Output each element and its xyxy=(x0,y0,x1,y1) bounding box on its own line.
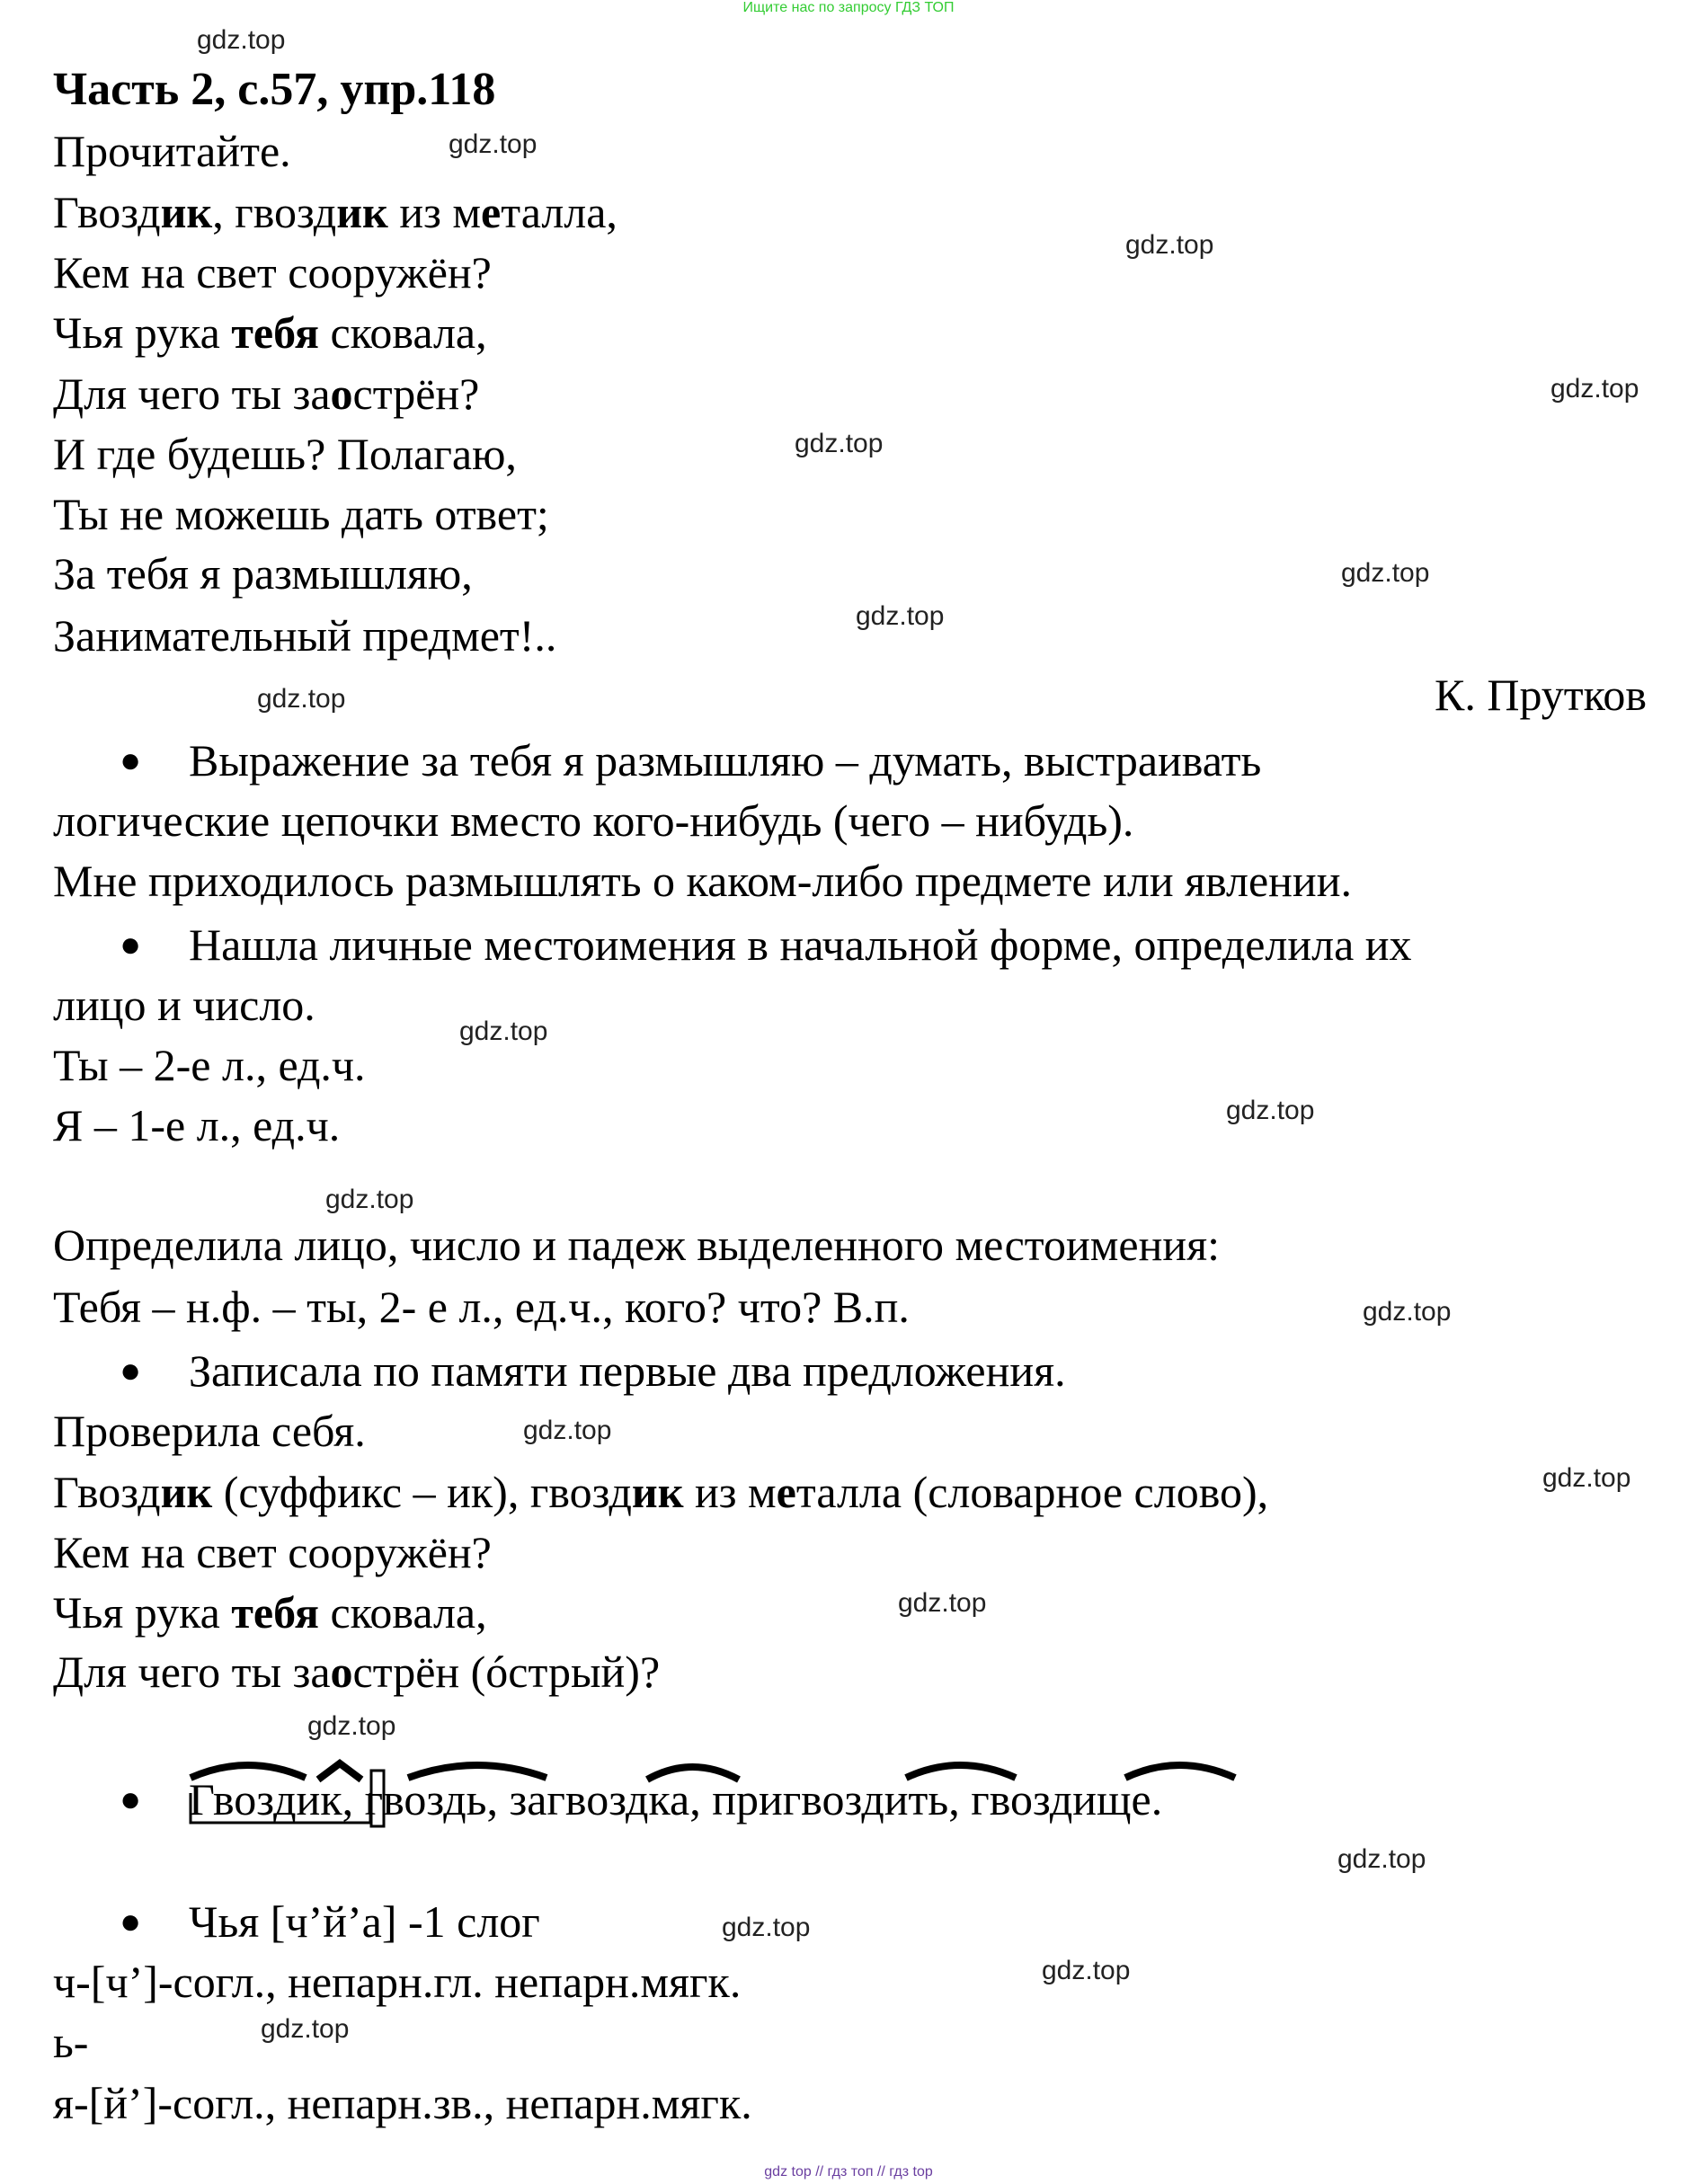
text-line xyxy=(53,794,1133,848)
text-fragment: , гвоздь, загвоздка, пригвоздить, гвоздище. xyxy=(342,1774,1163,1824)
bold-fragment: е xyxy=(481,187,502,237)
text-fragment: , гвозд xyxy=(212,187,337,237)
watermark: gdz.top xyxy=(1341,558,1430,588)
text-line xyxy=(53,1465,1268,1519)
watermark: gdz.top xyxy=(722,1913,811,1942)
text-fragment: Тебя – н.ф. – ты, 2- е л., ед.ч., кого? что? В.п. xyxy=(53,1282,910,1332)
text-line xyxy=(53,1955,741,2009)
text-fragment: Для чего ты за xyxy=(53,368,331,419)
text-fragment: Прочитайте. xyxy=(53,126,291,176)
text-fragment: сковала, xyxy=(318,307,487,358)
text-fragment: Определила лицо, число и падеж выделенного местоимения: xyxy=(53,1220,1220,1270)
text-fragment: сковала, xyxy=(318,1587,487,1638)
text-fragment: Нашла личные местоимения в начальной форме, определила их xyxy=(189,919,1412,970)
text-line xyxy=(53,1404,366,1458)
text-fragment: Занимательный предмет!.. xyxy=(53,610,557,661)
text-line xyxy=(53,427,517,481)
text-line xyxy=(53,367,479,421)
watermark: gdz.top xyxy=(449,129,538,159)
bullet-icon: ● xyxy=(120,1779,142,1819)
watermark: gdz.top xyxy=(1125,230,1214,260)
watermark: gdz.top xyxy=(1550,374,1639,404)
text-fragment: ь- xyxy=(53,2017,89,2067)
text-line xyxy=(53,1645,660,1699)
text-line xyxy=(189,1772,1162,1826)
text-fragment: лицо и число. xyxy=(53,980,315,1030)
watermark: gdz.top xyxy=(523,1416,612,1445)
text-line xyxy=(189,1895,540,1949)
text-line xyxy=(53,245,492,299)
text-line xyxy=(189,733,1261,787)
text-line xyxy=(53,2076,752,2130)
text-line xyxy=(53,1585,487,1639)
text-line xyxy=(53,124,291,178)
text-fragment: Чья рука xyxy=(53,1587,232,1638)
text-line xyxy=(53,1525,492,1579)
header-note: Ищите нас по запросу ГДЗ ТОП xyxy=(742,0,955,15)
text-fragment: Кем на свет сооружён? xyxy=(53,247,492,297)
text-fragment: талла, xyxy=(501,187,617,237)
watermark: gdz.top xyxy=(1226,1096,1315,1125)
text-fragment: Чья [ч’й’а] -1 слог xyxy=(189,1896,540,1947)
text-fragment: Мне приходилось размышлять о каком-либо предмете или явлении. xyxy=(53,856,1352,906)
text-fragment: из м xyxy=(683,1467,777,1517)
watermark: gdz.top xyxy=(325,1185,414,1214)
text-fragment: Гвозд xyxy=(53,187,161,237)
bullet-icon: ● xyxy=(120,1901,142,1941)
text-line xyxy=(189,918,1412,972)
text-fragment: из м xyxy=(387,187,482,237)
watermark: gdz.top xyxy=(1363,1297,1452,1327)
bold-fragment: ик xyxy=(336,187,388,237)
text-line xyxy=(53,487,549,541)
text-line xyxy=(189,1344,1066,1398)
text-line xyxy=(53,1098,340,1152)
watermark: gdz.top xyxy=(856,601,945,631)
text-fragment: Ты – 2-е л., ед.ч. xyxy=(53,1040,366,1090)
bold-fragment: о xyxy=(330,368,353,419)
watermark: gdz.top xyxy=(1542,1463,1631,1493)
text-fragment: За тебя я размышляю, xyxy=(53,548,473,599)
watermark: gdz.top xyxy=(261,2014,350,2044)
text-fragment: Чья рука xyxy=(53,307,232,358)
footer-note: gdz top // гдз топ // гдз top xyxy=(764,2164,933,2180)
text-fragment: я-[й’]-согл., непарн.зв., непарн.мягк. xyxy=(53,2078,752,2128)
watermark: gdz.top xyxy=(1337,1844,1426,1874)
watermark: gdz.top xyxy=(795,429,884,458)
bullet-icon: ● xyxy=(120,740,142,780)
text-line xyxy=(53,978,315,1032)
text-line xyxy=(53,1280,910,1334)
author-name xyxy=(1435,668,1647,722)
bullet-icon: ● xyxy=(120,1350,142,1390)
bold-fragment: ик xyxy=(160,1467,213,1517)
bold-fragment: о xyxy=(330,1647,353,1697)
text-fragment: Записала по памяти первые два предложения. xyxy=(189,1345,1066,1396)
text-fragment: Для чего ты за xyxy=(53,1647,331,1697)
text-fragment: Выражение за тебя я размышляю – думать, выстраивать xyxy=(189,735,1262,786)
text-fragment: Кем на свет сооружён? xyxy=(53,1527,492,1577)
text-fragment: стрён (óстрый)? xyxy=(352,1647,661,1697)
text-fragment: логические цепочки вместо кого-нибудь (чего – нибудь). xyxy=(53,795,1134,846)
page-title: Часть 2, с.57, упр.118 xyxy=(53,64,496,115)
text-fragment: ч-[ч’]-согл., непарн.гл. непарн.мягк. xyxy=(53,1957,742,2007)
text-line xyxy=(53,1218,1220,1272)
text-line xyxy=(53,546,473,600)
watermark: gdz.top xyxy=(257,684,346,714)
bold-fragment: ик xyxy=(160,187,213,237)
text-fragment: И где будешь? Полагаю, xyxy=(53,429,517,479)
text-line xyxy=(53,608,556,662)
text-fragment: Гвоздик xyxy=(189,1774,342,1824)
watermark: gdz.top xyxy=(307,1711,396,1741)
watermark: gdz.top xyxy=(197,25,286,55)
text-line xyxy=(53,2015,88,2069)
watermark: gdz.top xyxy=(1042,1956,1131,1985)
bold-fragment: е xyxy=(776,1467,796,1517)
text-line xyxy=(53,1038,366,1092)
bold-fragment: ик xyxy=(631,1467,684,1517)
text-line xyxy=(53,306,487,360)
watermark: gdz.top xyxy=(459,1017,548,1046)
watermark: gdz.top xyxy=(898,1588,987,1618)
bold-fragment: тебя xyxy=(231,307,319,358)
bold-fragment: тебя xyxy=(231,1587,319,1638)
text-line xyxy=(53,854,1352,908)
bullet-icon: ● xyxy=(120,924,142,964)
text-fragment: К. Прутков xyxy=(1434,670,1647,720)
text-fragment: (суффикс – ик), гвозд xyxy=(212,1467,632,1517)
text-line xyxy=(53,185,617,239)
text-fragment: Проверила себя. xyxy=(53,1406,366,1456)
text-fragment: Я – 1-е л., ед.ч. xyxy=(53,1100,341,1150)
text-fragment: стрён? xyxy=(352,368,480,419)
text-fragment: Ты не можешь дать ответ; xyxy=(53,489,549,539)
text-fragment: Гвозд xyxy=(53,1467,161,1517)
text-fragment: талла (словарное слово), xyxy=(795,1467,1269,1517)
